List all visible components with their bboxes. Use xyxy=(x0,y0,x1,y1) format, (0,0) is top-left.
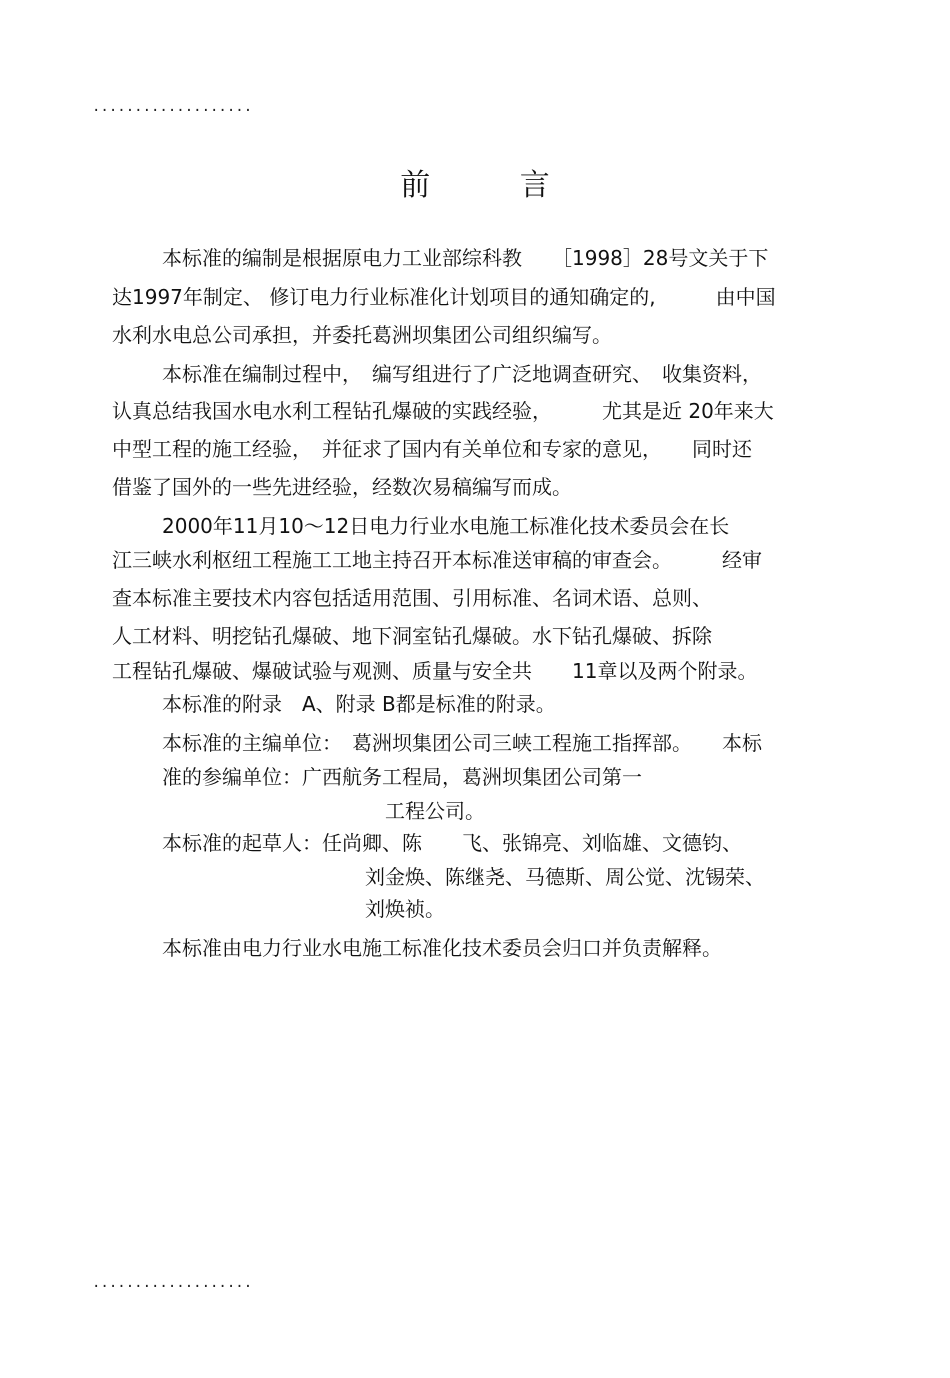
paragraph-line: 本标准的主编单位： 葛洲坝集团公司三峡工程施工指挥部。 本标 xyxy=(162,731,762,755)
paragraph-line: 2000年11月10～12日电力行业水电施工标准化技术委员会在长 xyxy=(162,514,730,538)
paragraph-line: 准的参编单位：广西航务工程局，葛洲坝集团公司第一 xyxy=(162,765,642,789)
paragraph-line: 达1997年制定、 修订电力行业标准化计划项目的通知确定的, 由中国 xyxy=(112,285,776,309)
paragraph-line: 中型工程的施工经验， 并征求了国内有关单位和专家的意见， 同时还 xyxy=(112,437,752,461)
paragraph-line: 刘金焕、陈继尧、马德斯、周公觉、沈锡荣、 xyxy=(365,865,765,889)
paragraph-line: 认真总结我国水电水利工程钻孔爆破的实践经验， 尤其是近 20年来大 xyxy=(112,399,774,423)
paragraph-line: 本标准的附录 A、附录 B都是标准的附录。 xyxy=(162,692,556,716)
paragraph-line: 本标准的起草人：任尚卿、陈 飞、张锦亮、刘临雄、文德钧、 xyxy=(162,831,742,855)
page-title: 前 言 xyxy=(400,168,590,203)
footer-dots: ................... xyxy=(92,1275,253,1291)
paragraph-line: 刘焕祯。 xyxy=(365,897,445,921)
paragraph-line: 查本标准主要技术内容包括适用范围、引用标准、名词术语、总则、 xyxy=(112,586,712,610)
paragraph-line: 本标准在编制过程中， 编写组进行了广泛地调查研究、 收集资料， xyxy=(162,362,762,386)
paragraph-line: 工程公司。 xyxy=(385,799,485,823)
paragraph-line: 工程钻孔爆破、爆破试验与观测、质量与安全共 11章以及两个附录。 xyxy=(112,659,758,683)
paragraph-line: 借鉴了国外的一些先进经验，经数次易稿编写而成。 xyxy=(112,475,572,499)
paragraph-line: 水利水电总公司承担，并委托葛洲坝集团公司组织编写。 xyxy=(112,323,612,347)
header-dots: ................... xyxy=(92,99,253,115)
paragraph-line: 江三峡水利枢纽工程施工工地主持召开本标准送审稿的审查会。 经审 xyxy=(112,548,762,572)
paragraph-line: 本标准由电力行业水电施工标准化技术委员会归口并负责解释。 xyxy=(162,936,722,960)
paragraph-line: 本标准的编制是根据原电力工业部综科教 ［1998］28号文关于下 xyxy=(162,246,769,270)
paragraph-line: 人工材料、明挖钻孔爆破、地下洞室钻孔爆破。水下钻孔爆破、拆除 xyxy=(112,624,712,648)
